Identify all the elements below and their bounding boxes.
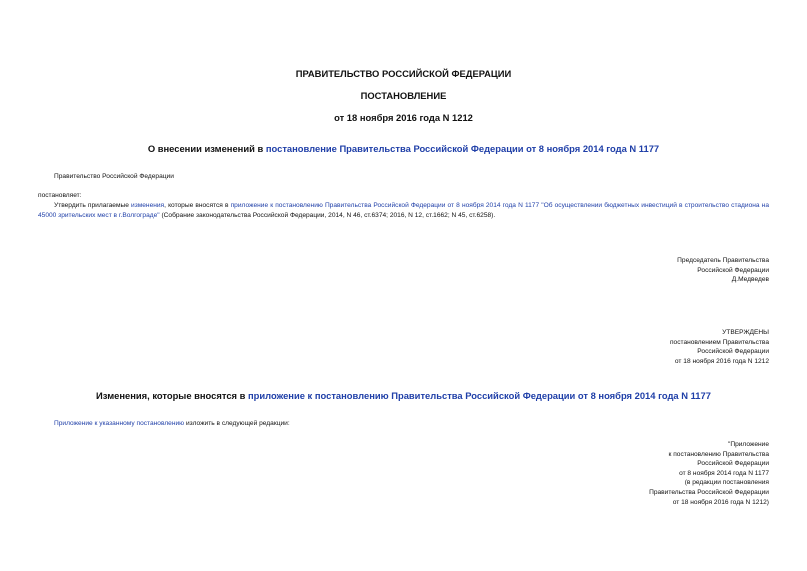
approval-line-4: от 18 ноября 2016 года N 1212 xyxy=(674,357,769,365)
decides-text: постановляет: xyxy=(38,192,82,199)
document-type: ПОСТАНОВЛЕНИЕ xyxy=(360,90,447,101)
paragraph-text-1: Утвердить прилагаемые xyxy=(54,202,132,209)
changes-title-prefix: Изменения, которые вносятся в xyxy=(96,390,248,401)
approval-line-3: Российской Федерации xyxy=(697,348,769,356)
signature-block xyxy=(677,256,769,285)
appendix-reference-link[interactable]: Приложение к указанному постановлению xyxy=(54,420,185,427)
changes-paragraph-rest: изложить в следующей редакции: xyxy=(184,420,290,427)
document-date-number: от 18 ноября 2016 года N 1212 xyxy=(334,112,473,123)
signature-name: Д.Медведев xyxy=(731,276,769,284)
amended-resolution-link[interactable]: постановление Правительства Российской Федерации от 8 ноября 2014 года N 1177 xyxy=(265,143,660,154)
changes-title xyxy=(0,390,807,401)
paragraph-text-3: (Собрание законодательства Российской Федерации, 2014, N 46, ст.6374; 2016, N 12, ст.1662; N 45, ст.6258). xyxy=(159,212,496,219)
appendix-line-4: от 8 ноября 2014 года N 1177 xyxy=(679,469,769,477)
issuer-text: Правительство Российской Федерации xyxy=(54,173,174,180)
appendix-line-5: (в редакции постановления xyxy=(684,479,769,487)
appendix-line-1: "Приложение xyxy=(727,441,769,448)
paragraph-text-2: , которые вносятся в xyxy=(164,202,231,209)
changes-appendix-link[interactable]: приложение к постановлению Правительства Российской Федерации от 8 ноября 2014 года N 1177 xyxy=(247,390,711,401)
appendix-resolution-link[interactable]: приложение к постановлению Правительства Российской Федерации от 8 ноября 2014 года N 1177 "Об осуществлении бюджетных инвестиций в строительство стадиона на 45000 зрительских мест в г.Волгограде" xyxy=(38,202,769,219)
appendix-line-2: к постановлению Правительства xyxy=(668,450,769,458)
appendix-line-7: от 18 ноября 2016 года N 1212) xyxy=(672,498,769,506)
approval-line-2: постановлением Правительства xyxy=(669,338,769,346)
signature-country: Российской Федерации xyxy=(697,266,769,274)
document-title xyxy=(0,143,807,154)
changes-link[interactable]: изменения xyxy=(131,202,165,209)
approval-heading: УТВЕРЖДЕНЫ xyxy=(722,329,769,336)
appendix-line-6: Правительства Российской Федерации xyxy=(649,488,769,496)
appendix-header-block xyxy=(649,440,769,507)
signature-position: Председатель Правительства xyxy=(677,257,769,264)
operative-paragraph xyxy=(38,201,769,221)
changes-paragraph xyxy=(54,419,290,429)
approval-stamp xyxy=(670,328,769,366)
document-title-prefix: О внесении изменений в xyxy=(147,143,266,154)
appendix-line-3: Российской Федерации xyxy=(697,460,769,468)
issuing-authority: ПРАВИТЕЛЬСТВО РОССИЙСКОЙ ФЕДЕРАЦИИ xyxy=(295,68,512,79)
